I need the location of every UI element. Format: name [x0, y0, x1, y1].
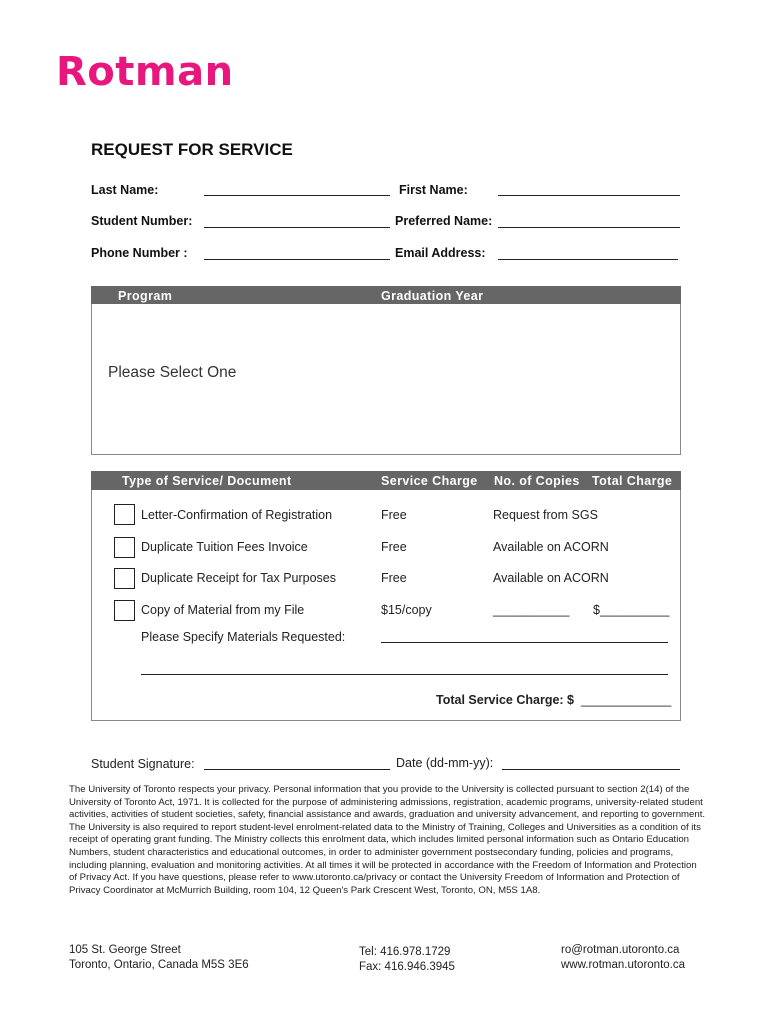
total-service-charge-field[interactable]: _____________	[581, 693, 672, 707]
type-of-service-header: Type of Service/ Document	[122, 474, 292, 488]
website-link[interactable]: www.rotman.utoronto.ca	[561, 959, 686, 971]
specify-materials-label: Please Specify Materials Requested:	[141, 630, 346, 644]
last-name-label: Last Name:	[91, 183, 159, 197]
rotman-logo: Rotman	[56, 49, 234, 95]
program-select-box[interactable]	[91, 304, 681, 455]
service-checkbox[interactable]	[114, 600, 135, 621]
total-charge-header: Total Charge	[592, 474, 673, 488]
student-number-field[interactable]	[204, 227, 390, 228]
preferred-name-field[interactable]	[498, 227, 680, 228]
student-signature-label: Student Signature:	[91, 757, 195, 771]
last-name-field[interactable]	[204, 195, 390, 196]
graduation-year-header: Graduation Year	[381, 289, 484, 303]
footer-phone	[359, 945, 455, 975]
service-charge: Free	[381, 571, 407, 585]
service-checkbox[interactable]	[114, 568, 135, 589]
specify-materials-field-line2[interactable]	[141, 674, 668, 675]
program-header: Program	[118, 289, 173, 303]
date-field[interactable]	[502, 769, 680, 770]
footer-address	[69, 943, 249, 973]
phone-number-label: Phone Number :	[91, 246, 188, 260]
date-label: Date (dd-mm-yy):	[396, 756, 494, 770]
service-copies: Available on ACORN	[493, 540, 609, 554]
form-title: REQUEST FOR SERVICE	[91, 140, 293, 159]
service-charge: Free	[381, 508, 407, 522]
first-name-label: First Name:	[399, 183, 468, 197]
service-copies-field[interactable]: ___________	[493, 603, 570, 617]
student-number-label: Student Number:	[91, 214, 193, 228]
service-charge-header: Service Charge	[381, 474, 478, 488]
program-header-bar	[91, 286, 681, 304]
service-label: Duplicate Tuition Fees Invoice	[141, 540, 308, 554]
footer-contact	[561, 943, 685, 973]
service-copies: Available on ACORN	[493, 571, 609, 585]
preferred-name-label: Preferred Name:	[395, 214, 493, 228]
service-checkbox[interactable]	[114, 504, 135, 525]
fax-number: Fax: 416.946.3945	[359, 961, 455, 973]
service-copies: Request from SGS	[493, 508, 598, 522]
email-address-field[interactable]	[498, 259, 678, 260]
service-label: Copy of Material from my File	[141, 603, 305, 617]
specify-materials-field[interactable]	[381, 642, 668, 643]
no-of-copies-header: No. of Copies	[494, 474, 580, 488]
tel-number: Tel: 416.978.1729	[359, 946, 451, 958]
email-link[interactable]: ro@rotman.utoronto.ca	[561, 944, 680, 956]
address-line-2: Toronto, Ontario, Canada M5S 3E6	[69, 959, 249, 971]
email-address-label: Email Address:	[395, 246, 486, 260]
phone-number-field[interactable]	[204, 259, 390, 260]
service-charge: $15/copy	[381, 603, 432, 617]
first-name-field[interactable]	[498, 195, 680, 196]
student-signature-field[interactable]	[204, 769, 390, 770]
service-charge: Free	[381, 540, 407, 554]
total-service-charge-label: Total Service Charge: $	[436, 693, 575, 707]
service-label: Letter-Confirmation of Registration	[141, 508, 333, 522]
address-line-1: 105 St. George Street	[69, 944, 181, 956]
service-label: Duplicate Receipt for Tax Purposes	[141, 571, 337, 585]
service-total-field[interactable]: $__________	[593, 603, 670, 617]
privacy-notice: The University of Toronto respects your privacy. Personal information that you provide to the University is collected pursuant to section 2(14) of the University of Toronto Act, 1971. It is collected for the purpose of administering admissions, registration, academic programs, university-related student activities, activities of student societies, safety, financial assistance and awards, graduation and university advancement, and reporting to government. The University is also required to report student-level enrolment-related data to the Ministry of Training, Colleges and Universities as a condition of its receipt of operating grant funding. The Ministry collects this enrolment data, which includes limited personal information such as Ontario Education Numbers, student characteristics and educational outcomes, in order to administer government postsecondary funding, policies and programs, including planning, evaluation and monitoring activities. At all times it will be protected in accordance with the Freedom of Information and Protection of Privacy Act. If you have questions, please refer to www.utoronto.ca/privacy or contact the University Freedom of Information and Protection of Privacy Coordinator at McMurrich Building, room 104, 12 Queen's Park Crescent West, Toronto, ON, M5S 1A8.	[69, 784, 706, 896]
service-table-header	[91, 471, 681, 490]
program-select-placeholder: Please Select One	[108, 364, 237, 381]
service-checkbox[interactable]	[114, 537, 135, 558]
